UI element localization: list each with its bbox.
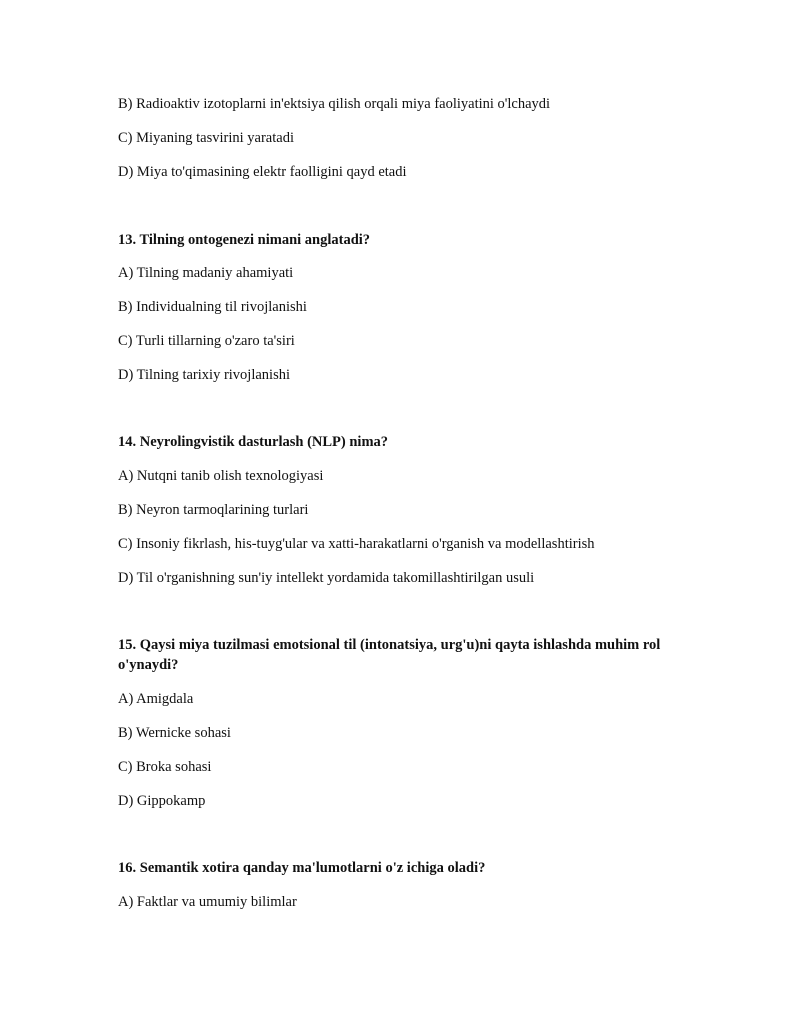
option-c-q14: C) Insoniy fikrlash, his-tuyg'ular va xatti-harakatlarni o'rganish va modellashtirish — [118, 536, 595, 552]
question-13-title: 13. Tilning ontogenezi nimani anglatadi? — [118, 232, 371, 248]
option-c-q15: C) Broka sohasi — [118, 759, 212, 775]
option-b-q14: B) Neyron tarmoqlarining turlari — [118, 502, 309, 518]
option-d-q13: D) Tilning tarixiy rivojlanishi — [118, 367, 290, 383]
question-16-title: 16. Semantik xotira qanday ma'lumotlarni o'z ichiga oladi? — [118, 860, 486, 876]
option-a-q15: A) Amigdala — [118, 691, 194, 707]
question-15-title: 15. Qaysi miya tuzilmasi emotsional til (intonatsiya, urg'u)ni qayta ishlashda muhim rol o'ynaydi? — [118, 637, 661, 673]
option-d-q14: D) Til o'rganishning sun'iy intellekt yordamida takomillashtirilgan usuli — [118, 570, 535, 586]
option-c-q13: C) Turli tillarning o'zaro ta'siri — [118, 333, 295, 349]
option-a-q14: A) Nutqni tanib olish texnologiyasi — [118, 468, 324, 484]
option-c-q12: C) Miyaning tasvirini yaratadi — [118, 130, 294, 146]
option-a-q16: A) Faktlar va umumiy bilimlar — [118, 894, 297, 910]
question-14-title: 14. Neyrolingvistik dasturlash (NLP) nima? — [118, 434, 389, 450]
option-d-q15: D) Gippokamp — [118, 793, 206, 809]
option-a-q13: A) Tilning madaniy ahamiyati — [118, 265, 294, 281]
option-b-q15: B) Wernicke sohasi — [118, 725, 231, 741]
option-d-q12: D) Miya to'qimasining elektr faolligini qayd etadi — [118, 164, 407, 180]
option-b-q12: B) Radioaktiv izotoplarni in'ektsiya qilish orqali miya faoliyatini o'lchaydi — [118, 96, 551, 112]
option-b-q13: B) Individualning til rivojlanishi — [118, 299, 307, 315]
